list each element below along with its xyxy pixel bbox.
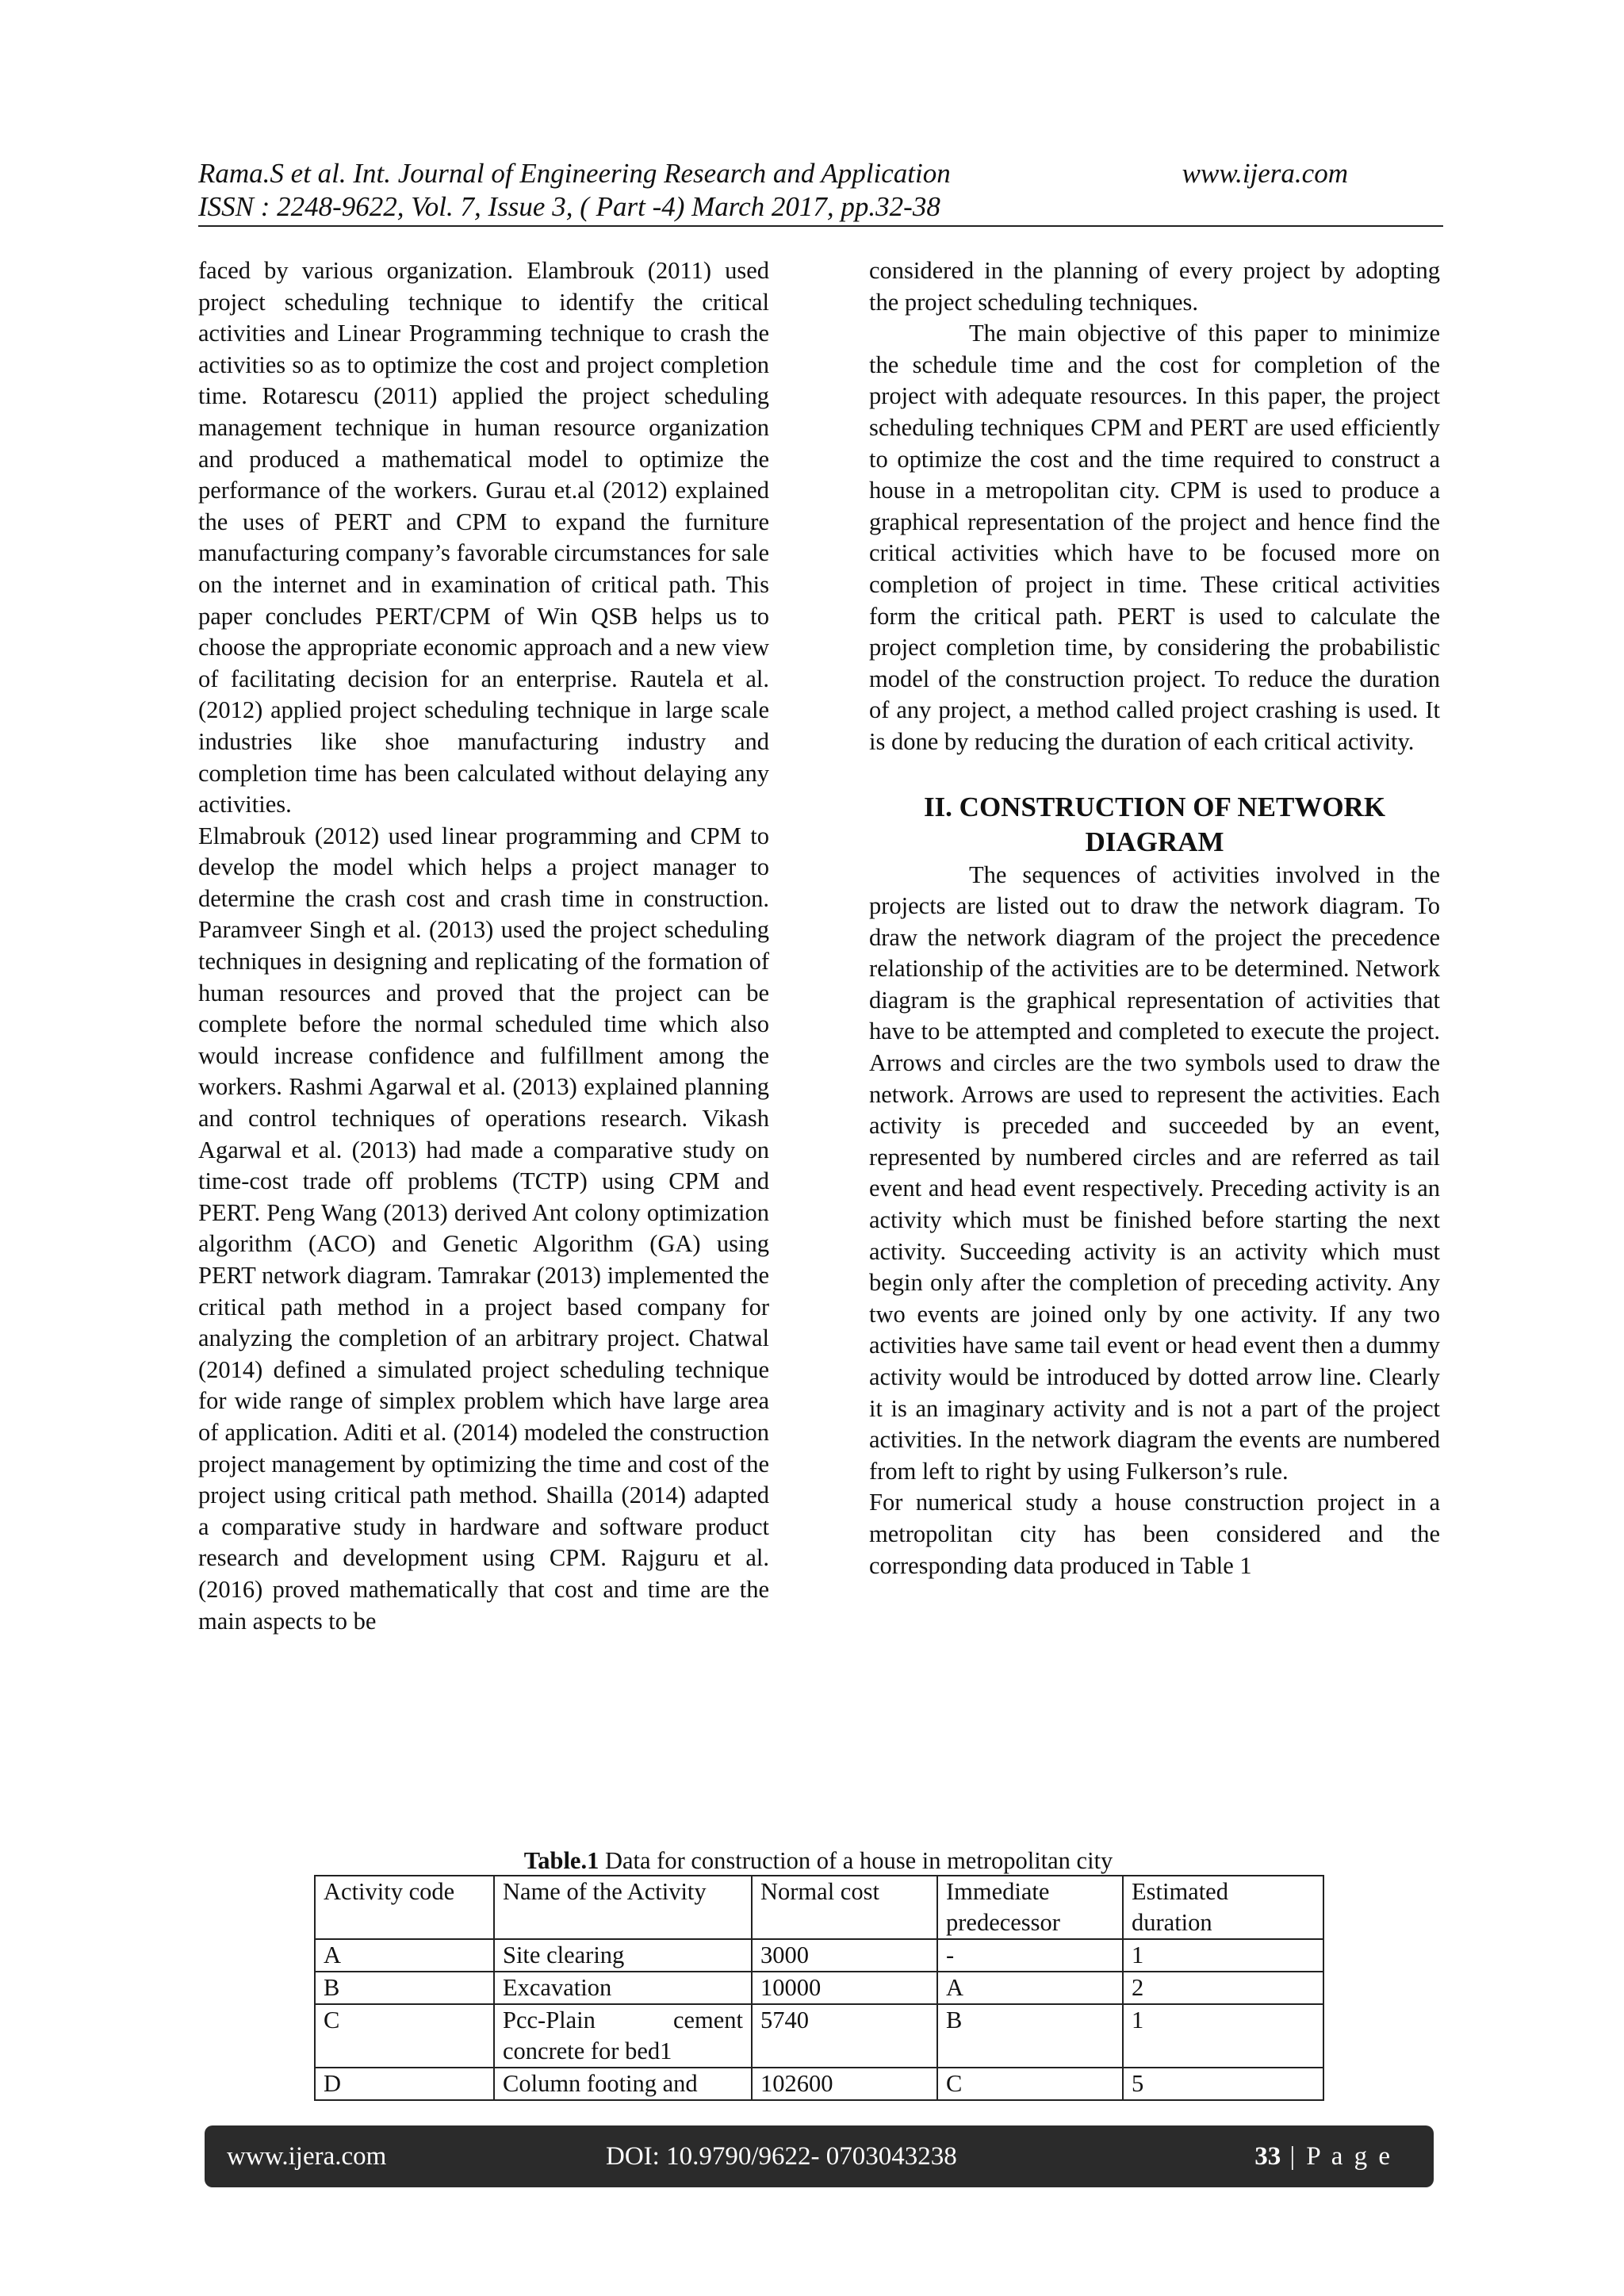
cell-duration: 2 [1123,1972,1323,2004]
page-number [1254,2125,1392,2187]
table-row [315,2004,1323,2068]
cell-predecessor: - [937,1939,1123,1972]
table-caption-text: Data for construction of a house in metropolitan city [599,1847,1113,1874]
page-footer [205,2125,1434,2187]
left-paragraph-2: Elmabrouk (2012) used linear programming and CPM to develop the model which helps a project manager to determine the crash cost and crash time in construction. Paramveer Singh et al. (2013) used the project scheduling techniques in designing and replicating of the formation of human resources and proved that the project can be complete before the normal scheduled time which also would increase confidence and fulfillment among the workers. Rashmi Agarwal et al. (2013) explained planning and control techniques of operations research. Vikash Agarwal et al. (2013) had made a comparative study on time-cost trade off problems (TCTP) using CPM and PERT. Peng Wang (2013) derived Ant colony optimization algorithm (ACO) and Genetic Algorithm (GA) using PERT network diagram. Tamrakar (2013) implemented the critical path method in a project based company for analyzing the completion of an arbitrary project. Chatwal (2014) defined a simulated project scheduling technique for wide range of simplex problem which have large area of application. Aditi et al. (2014) modeled the construction project management by optimizing the time and cost of the project using critical path method. Shailla (2014) adapted a comparative study in hardware and software product research and development using CPM. Rajguru et al. (2016) proved mathematically that cost and time are the main aspects to be [198,822,769,1635]
table-row [315,1972,1323,2004]
footer-website-link[interactable]: www.ijera.com [227,2142,387,2171]
header-immediate-predecessor: Immediate predecessor [937,1876,1123,1939]
cell-duration: 5 [1123,2068,1323,2100]
cell-activity-name: Pcc-Plain cement concrete for bed1 [494,2004,752,2068]
right-column [869,255,1440,1581]
header-website-link[interactable]: www.ijera.com [1182,158,1348,189]
cell-activity-code: D [315,2068,494,2100]
header-estimated-duration: Estimated duration [1123,1876,1323,1939]
cell-predecessor: C [937,2068,1123,2100]
header-activity-code: Activity code [315,1876,494,1939]
table-row [315,1939,1323,1972]
table-caption-label: Table.1 [523,1847,599,1874]
footer-doi: DOI: 10.9790/9622- 0703043238 [606,2142,957,2171]
cell-activity-code: C [315,2004,494,2068]
cell-normal-cost: 10000 [752,1972,937,2004]
cell-duration: 1 [1123,2004,1323,2068]
issue-line: ISSN : 2248-9622, Vol. 7, Issue 3, ( Part -4) March 2017, pp.32-38 [198,191,940,222]
page-number-value: 33 [1254,2142,1281,2171]
cell-duration: 1 [1123,1939,1323,1972]
left-column [198,255,769,1637]
header-normal-cost: Normal cost [752,1876,937,1939]
section-heading-line-1: II. CONSTRUCTION OF NETWORK [923,791,1386,822]
cell-predecessor: A [937,1972,1123,2004]
page-header [198,157,1443,227]
table-header-row [315,1876,1323,1939]
cell-activity-code: B [315,1972,494,2004]
cell-activity-code: A [315,1939,494,1972]
data-table-section [314,1846,1323,2101]
cell-predecessor: B [937,2004,1123,2068]
cell-activity-name: Excavation [494,1972,752,2004]
right-paragraph-4: For numerical study a house construction project in a metropolitan city has been considered and the corresponding data produced in Table 1 [869,1489,1440,1579]
section-heading-line-2: DIAGRAM [1085,826,1224,857]
journal-citation: Rama.S et al. Int. Journal of Engineering Research and Application [198,158,951,189]
cell-activity-name: Site clearing [494,1939,752,1972]
table-row [315,2068,1323,2100]
header-rule [198,225,1443,227]
cell-normal-cost: 3000 [752,1939,937,1972]
page-label: | P a g e [1281,2142,1392,2171]
header-line-1 [198,157,1443,190]
right-paragraph-3: The sequences of activities involved in the projects are listed out to draw the network diagram. To draw the network diagram of the project the precedence relationship of the activities are to be determined. Network diagram is the graphical representation of activities that have to be attempted and completed to execute the project. Arrows and circles are the two symbols used to draw the network. Arrows are used to represent the activities. Each activity is preceded and succeeded by an event, represented by numbered circles and are referred as tail event and head event respectively. Preceding activity is an activity which must be finished before starting the next activity. Succeeding activity is an activity which must begin only after the completion of preceding activity. Any two events are joined only by one activity. If any two activities have same tail event or head event then a dummy activity would be introduced by dotted arrow line. Clearly it is an imaginary activity and is not a part of the project activities. In the network diagram the events are numbered from left to right by using Fulkerson’s rule. [869,861,1440,1485]
right-paragraph-2: The main objective of this paper to minimize the schedule time and the cost for completion of the project with adequate resources. In this paper, the project scheduling techniques CPM and PERT are used efficiently to optimize the cost and the time required to construct a house in a metropolitan city. CPM is used to produce a graphical representation of the project and hence find the critical activities which have to be focused more on completion of project in time. These critical activities form the critical path. PERT is used to calculate the project completion time, by considering the probabilistic model of the construction project. To reduce the duration of any project, a method called project crashing is used. It is done by reducing the duration of each critical activity. [869,320,1440,755]
left-paragraph-1: faced by various organization. Elambrouk (2011) used project scheduling technique to identify the critical activities and Linear Programming technique to crash the activities so as to optimize the cost and project completion time. Rotarescu (2011) applied the project scheduling management technique in human resource organization and produced a mathematical model to optimize the performance of the workers. Gurau et.al (2012) explained the uses of PERT and CPM to expand the furniture manufacturing company’s favorable circumstances for sale on the internet and in examination of critical path. This paper concludes PERT/CPM of Win QSB helps us to choose the appropriate economic approach and a new view of facilitating decision for an enterprise. Rautela et al.(2012) applied project scheduling technique in large scale industries like shoe manufacturing industry and completion time has been calculated without delaying any activities. [198,257,769,818]
table-caption [314,1846,1323,1875]
header-activity-name: Name of the Activity [494,1876,752,1939]
cell-activity-name: Column footing and [494,2068,752,2100]
right-paragraph-1: considered in the planning of every project by adopting the project scheduling techniques. [869,257,1440,316]
cell-normal-cost: 102600 [752,2068,937,2100]
cell-normal-cost: 5740 [752,2004,937,2068]
section-heading [869,790,1440,860]
activity-table [314,1875,1324,2101]
